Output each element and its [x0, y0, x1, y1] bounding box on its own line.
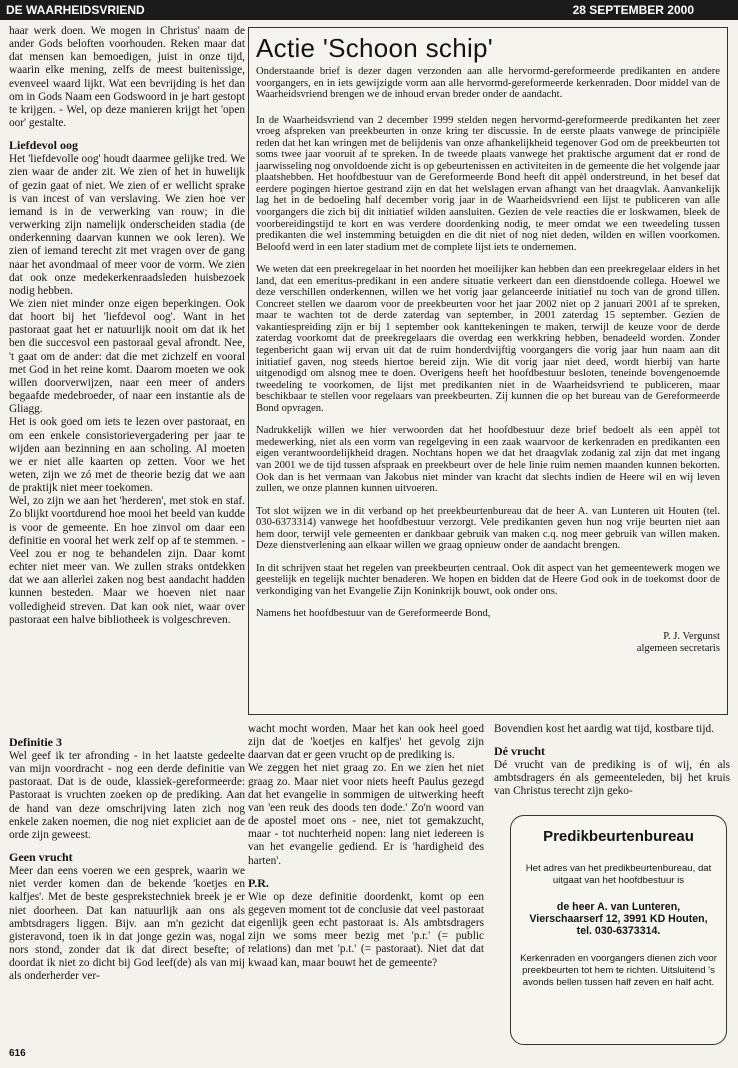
- paragraph: Het is ook goed om iets te lezen over pastoraat, en om een enkele consistorievergadering per jaar te wijden aan bezinning en aan scholing. Al moeten we er niet alle kaarten op zetten. Voor we het weten, zijn we zó met de theorie bezig dat we aan de praktijk niet meer toekomen.: [9, 416, 245, 495]
- paragraph: Wie op deze definitie doordenkt, komt op een gegeven moment tot de conclusie dat veel pastoraat eigenlijk geen echt pastoraat is. Als ambtsdragers zijn we soms meer bezig met 'p.r.' (= public relations) dan met 'p.t.' (= pastoraat). Niet dat dat kwaad kan, maar bouwt het de gemeente?: [248, 890, 484, 969]
- paragraph: Wel geef ik ter afronding - in het laatste gedeelte van mijn voordracht - nog een derde definitie van pastoraat. Dat is de oude, klassiek-gereformeerde: Pastoraat is vruchten zoeken op de prediking. Aan de hand van deze omschrijving laten zich nog enkele zaken noemen, die nog niet expliciet aan de orde zijn geweest.: [9, 750, 245, 841]
- paragraph: haar werk doen. We mogen in Christus' naam de ander Gods beloften voorhouden. Reken maar dat dat mensen kan bemoedigen, juist in onze tijd, waarin elke mening, zelfs de meest buitenissige, evenveel waard lijkt. Wat een bevrijding is het dan om in Gods Naam een Godswoord in je hart gestopt te krijgen. - Wel, op deze manieren krijgt het 'open oor' gestalte.: [9, 25, 245, 130]
- column-right: [494, 723, 730, 799]
- paragraph: Het 'liefdevolle oog' houdt daarmee gelijke tred. We zien waar de ander zit. We zien of het in huwelijk of gezin gaat of niet. We zien of er wellicht sprake is van incest of van verslaving. We zien hoe ver iemand is in de verwerking van rouw; in die verwerking zijn namelijk onderscheiden stadia (de onderkenning daarvan kunnen we ook leren). We zien of iemand terecht zit met vragen over de gang naar het avondmaal of meer voor de vorm. We zien dat ook onze medekerkenraadsleden huisbezoek nodig hebben.: [9, 153, 245, 297]
- pred-name: de heer A. van Lunteren,: [556, 901, 681, 913]
- paragraph: wacht mocht worden. Maar het kan ook heel goed zijn dat de 'koetjes en kalfjes' het gevolg zijn daarvan dat er geen vrucht op de prediking is.: [248, 723, 484, 762]
- issue-date: 28 SEPTEMBER 2000: [572, 3, 694, 17]
- subheading-geen-vrucht: Geen vrucht: [9, 850, 73, 865]
- signature-role: algemeen secretaris: [636, 642, 720, 654]
- box-intro: Onderstaande brief is dezer dagen verzonden aan alle hervormd-gereformeerde predikanten en andere voorgangers, en in iets gewijzigde vorm aan alle hervormd-gereformeerde kerkenraden. Door middel van de Waarheidsvriend brengen we de inhoud ervan breder onder de aandacht.: [256, 66, 720, 101]
- box-signature: [256, 631, 720, 655]
- box-paragraph: Nadrukkelijk willen we hier verwoorden dat het hoofdbestuur deze brief bedoelt als een appèl tot medewerking, niet als een vorm van regelgeving in een zaak waarvoor de kerkenraden en predikanten een eigen verantwoordelijkheid dragen. Nochtans hopen we dat het draagvlak zodanig zal zijn dat met ingang van 2001 we de tijd tussen afspraak en preekbeurt over de hele linie ruim nemen maanden kunnen bekorten. Ook dan is het vermaan van Jakobus niet minder van kracht dat slechts indien de Heere wil en wij leven zullen, we onze plannen kunnen uitvoeren.: [256, 425, 720, 495]
- publication-name: DE WAARHEIDSVRIEND: [6, 3, 145, 17]
- column-left-top: [9, 25, 245, 627]
- box-paragraph: In de Waarheidsvriend van 2 december 1999 stelden negen hervormd-gereformeerde predikanten het zeer vroeg afspreken van preekbeurten in onze kring ter discussie. In de eerste plaats vanwege de principiële reden dat het kan wringen met de belijdenis van onze afhankelijkheid tegenover God om de preekbeurten tot soms twee jaar vooruit af te spreken. In de tweede plaats vanwege het praktische argument dat er rond de jaarwisseling nog onvoldoende zicht is op gebeurtenissen en activiteiten in de gemeente die het volgende jaar plaatshebben. Het hoofdbestuur van de Gereformeerde Bond heeft dit appèl onderstreund, in het besef dat eerdere pogingen hiertoe gestrand zijn en dat het welslagen ervan afhangt van het draagvlak. Aanvankelijk lag het in de bedoeling half december vorig jaar in de Waarheidsvriend een lijst te publiceren van alle voorgangers die zich bij dit initiatief wilden aansluiten. Gezien de vele reacties die er loskwamen, bleek de voorbereidingstijd te kort en was verdere doordenking nodig, te meer omdat we een tweedeling tussen predikanten die wel instemming betuigden en die dit niet of nog niet deden, wilden en willen voorkomen. Beloofd werd in een later stadium met de complete lijst iets te ondernemen.: [256, 114, 720, 253]
- box-paragraph: In dit schrijven staat het regelen van preekbeurten centraal. Ook dit aspect van het gemeentewerk mogen we geestelijk en tegelijk nuchter benaderen. We hopen en bidden dat de Heere God ook in de toekomst door de verkondiging van het Evangelie Zijn Koninkrijk bouwt, ook onder ons.: [256, 562, 720, 597]
- page-header: [0, 0, 738, 20]
- paragraph: We zeggen het niet graag zo. En we zien het niet graag zo. Maar niet voor niets heeft Paulus gezegd dat het evangelie in sommigen de uitwerking heeft van 'een reuk des doods ten dode.' Zo'n woord van de apostel moet ons - nee, niet tot gemakzucht, maar - tot nuchterheid nopen: lang niet iedereen is van het evangelie gediend. Er is 'hardigheid des harten'.: [248, 762, 484, 867]
- box-paragraph: Namens het hoofdbestuur van de Gereformeerde Bond,: [256, 608, 491, 620]
- paragraph: Dé vrucht van de prediking is of wij, én als ambtsdragers én als gemeenteleden, bij het kruis van Christus terecht zijn geko-: [494, 759, 730, 798]
- pred-street: Vierschaarserf 12, 3991 KD Houten,: [529, 913, 708, 925]
- box-title: Actie 'Schoon schip': [256, 33, 494, 63]
- paragraph: Bovendien kost het aardig wat tijd, kostbare tijd.: [494, 723, 714, 735]
- subheading-de-vrucht: Dé vrucht: [494, 744, 545, 759]
- pred-note: Kerkenraden en voorgangers dienen zich voor preekbeurten tot hem te richten. Uitsluitend 's avonds bellen tussen half zeven en half acht.: [520, 953, 717, 988]
- announcement-box: [248, 27, 728, 715]
- paragraph: Wel, zo zijn we aan het 'herderen', met stok en staf. Zo blijkt voortdurend hoe mooi het beeld van kudde is voor de gemeente. En hoe zinvol om daar een definitie en vooral het werk zelf op af te stemmen. - Veel zou er nog te behandelen zijn. Daar komt echter niet meer van. We zullen straks ontdekken dat we aan allerlei zaken nog best aandacht hadden kunnen besteden. Maar we hoeven niet naar volledigheid streven. Dat kan ook niet, waar over pastoraat een halve bibliotheek is volgeschreven.: [9, 495, 245, 626]
- paragraph: Meer dan eens voeren we een gesprek, waarin we niet verder komen dan de bekende 'koetjes en kalfjes'. Met de beste gesprekstechniek breek je er niet doorheen. Dat kan natuurlijk aan ons als ambtsdragers liggen. Bijv. aan m'n gezicht dat gisteravond, toen ik in dat jonge gezin was, nogal nors stond, zonder dat ik dat direct besefte; of doordat ik niet zo dicht bij God leef(de) als van mij als onderherder ver-: [9, 865, 245, 983]
- subheading-pr: P.R.: [248, 875, 269, 890]
- subheading-definitie-3: Definitie 3: [9, 735, 62, 749]
- pred-phone: tel. 030-6373314.: [576, 925, 661, 937]
- pred-intro: Het adres van het predikbeurtenbureau, dat uitgaat van het hoofdbestuur is: [525, 863, 712, 886]
- column-left-bottom: [9, 735, 245, 984]
- box-paragraph: We weten dat een preekregelaar in het noorden het moeilijker kan hebben dan een preekregelaar elders in het land, dat een emeritus-predikant in een andere situatie verkeert dan een dienstdoende collega. Hoewel we deze verschillen onderkennen, willen we het vorig jaar gelanceerde initiatief nu toch van de grond tillen. Concreet stellen we daarom voor de preekbeurten voor het jaar 2002 niet op 2 januari 2001 af te spreken, maar te wachten tot de derde zaterdag van september, in 2001 zaterdag 15 september. Gezien de vakantiespreiding zijn er bij 1 september ook kanttekeningen te maken, terwijl de keuze voor de derde zaterdag voorkomt dat de preekregelaars die overdag een werkkring hebben, benadeeld worden. Zonder tegenbericht gaan wij ervan uit dat de ruim honderdvijftig voorgangers die vorig jaar hun naam aan dit initiatief gaven, nog steeds hiertoe bereid zijn. Wie dit vorig jaar niet deed, wordt hierbij van harte uitgenodigd om alsnog mee te doen. Overigens heeft het hoofdbestuur besloten, teneinde bovengenoemde tweedeling te voorkomen, de lijst met predikanten niet in de Waarheidsvriend te publiceren, maar beschikbaar te stellen voor regelaars van preekbeurten. Zij kunnen die op het bureau van de Gereformeerde Bond opvragen.: [256, 264, 720, 414]
- box-paragraph: Tot slot wijzen we in dit verband op het preekbeurtenbureau dat de heer A. van Lunteren uit Houten (tel. 030-6373314) vanwege het hoofdbestuur verzorgt. Vele predikanten geven hun nog vrije beurten niet aan hem door, terwijl vele gemeenten er dankbaar gebruik van maken c.q. nog meer gebruik van willen maken. Deze dienstverlening aan elkaar willen we graag opnieuw onder de aandacht brengen.: [256, 505, 720, 552]
- signature-name: P. J. Vergunst: [663, 630, 720, 642]
- page-number: 616: [9, 1048, 26, 1059]
- predikbeurtenbureau-box: [510, 815, 727, 1045]
- paragraph: We zien niet minder onze eigen beperkingen. Ook dat hoort bij het 'liefdevol oog'. Want in het pastoraat gaat het er natuurlijk nooit om dat ik het ben die succesvol een pastoraal geval afrondt. Nee, 't gaat om de ander: dat die met zichzelf en vooral met God in het reine komt. Daarom moeten we ook willen doorverwijzen, naar een meer of anders begaafde medebroeder, of naar een instantie als de Gliagg.: [9, 297, 245, 416]
- pred-address: [515, 901, 722, 937]
- subheading-liefdevol-oog: Liefdevol oog: [9, 138, 78, 153]
- column-middle: [248, 723, 484, 970]
- pred-title: Predikbeurtenbureau: [543, 828, 694, 845]
